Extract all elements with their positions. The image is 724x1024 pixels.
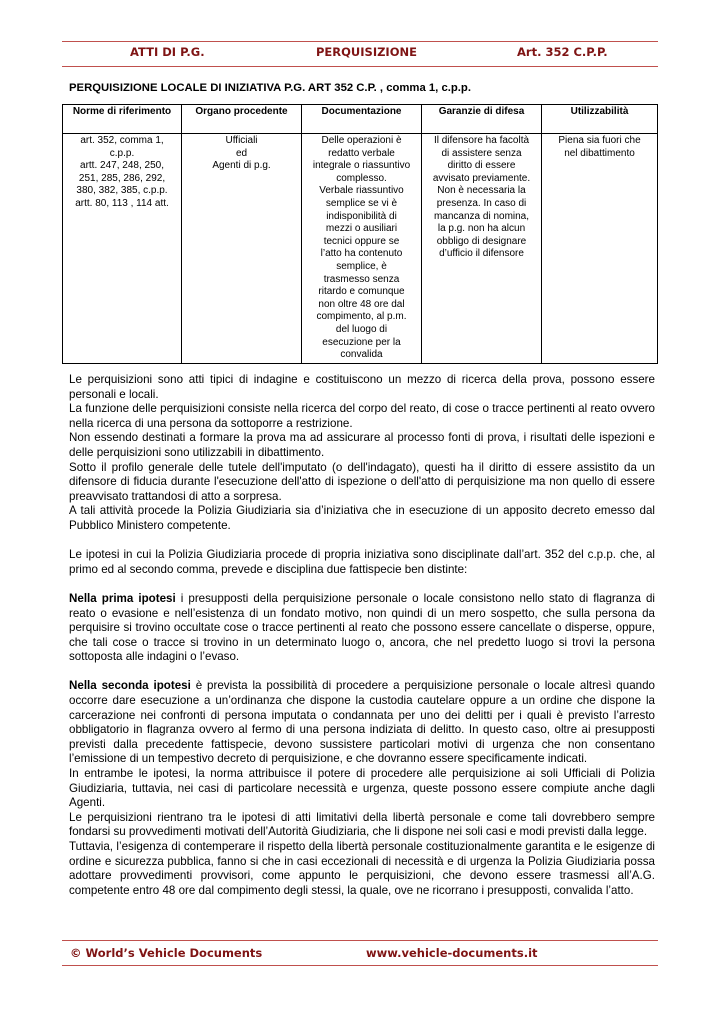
body-text [69,373,655,898]
column-header-garanzie: Garanzie di difesa [422,105,542,134]
document-title: PERQUISIZIONE LOCALE DI INIZIATIVA P.G. ART 352 C.P. , comma 1, c.p.p. [69,82,471,94]
paragraph: Le ipotesi in cui la Polizia Giudiziaria procede di propria iniziativa sono disciplinate dall’art. 352 del c.p.p. che, al primo ed al secondo comma, prevede e disciplina due fattispecie ben distinte: [69,548,655,576]
paragraph: In entrambe le ipotesi, la norma attribuisce il potere di procedere alle perquisizione ai soli Ufficiali di Polizia Giudiziaria, tuttavia, nei casi di particolare necessità e urgenza, queste possono essere compiute anche dagli Agenti. [69,767,655,810]
header-section: ATTI DI P.G. [130,45,205,59]
spacer [69,665,655,680]
column-header-organo: Organo procedente [182,105,302,134]
spacer [69,577,655,592]
footer-website: www.vehicle-documents.it [366,946,538,960]
paragraph-lead: Nella prima ipotesi [69,591,176,605]
paragraph: Le perquisizioni rientrano tra le ipotesi di atti limitativi della libertà personale e come tali dovrebbero sempre fondarsi su provvedimenti motivati dell’Autorità Giudiziaria, che li dispone nei soli casi e modi previsti dalla legge. [69,810,655,839]
paragraph-text: i presupposti della perquisizione personale o locale consistono nello stato di flagranza di reato o evasione e nell’esistenza di un fondato motivo, non quindi di un mero sospetto, che sulla persona da perquisire si trovino occultate cose o tracce pertinenti al reato che possono essere cancellate o disperse, oppure, che tali cose o tracce si trovino in un determinato luogo o, ancora, che nel predetto luogo si trovi la persona sottoposta alle indagini o l’evaso. [69,591,655,664]
paragraph-lead: Nella seconda ipotesi [69,679,191,693]
cell-utilizzabilita: Piena sia fuori che nel dibattimento [542,134,658,364]
cell-organo: Ufficiali ed Agenti di p.g. [182,134,302,364]
column-header-documentazione: Documentazione [302,105,422,134]
header-topic: PERQUISIZIONE [316,45,417,59]
paragraph: A tali attività procede la Polizia Giudiziaria sia d’iniziativa che in esecuzione di un apposito decreto emesso dal Pubblico Ministero competente. [69,504,655,532]
footer-copyright: © World’s Vehicle Documents [70,946,263,960]
cell-garanzie: Il difensore ha facoltà di assistere senza diritto di essere avvisato previamente. Non è necessaria la presenza. In caso di mancanza di nomina, la p.g. non ha alcun obbligo di designare d’ufficio il difensore [422,134,542,364]
page-header [62,41,658,67]
page-footer [62,940,658,966]
header-article: Art. 352 C.P.P. [517,45,608,59]
table-row [63,134,658,364]
column-header-norme: Norme di riferimento [63,105,182,134]
cell-documentazione: Delle operazioni è redatto verbale integrale o riassuntivo complesso. Verbale riassuntivo semplice se vi è indisponibilità di mezzi o ausiliari tecnici oppure se l’atto ha contenuto semplice, è trasmesso senza ritardo e comunque non oltre 48 ore dal compimento, al p.m. del luogo di esecuzione per la convalida [302,134,422,364]
summary-table [62,104,658,364]
table-header-row [63,105,658,134]
paragraph: Sotto il profilo generale delle tutele dell'imputato (o dell'indagato), questi ha il diritto di essere assistito da un difensore di fiducia durante l'esecuzione dell'atto di ispezione o dell'atto di perquisizione ma non quello di essere preavvisato trattandosi di atto a sorpresa. [69,460,655,503]
paragraph: La funzione delle perquisizioni consiste nella ricerca del corpo del reato, di cose o tracce pertinenti al reato ovvero nella ricerca di una persona da sottoporre a restrizione. [69,402,655,430]
paragraph: Non essendo destinati a formare la prova ma ad assicurare al processo fonti di prova, i risultati delle ispezioni e delle perquisizioni sono utilizzabili in dibattimento. [69,431,655,459]
paragraph-seconda-ipotesi [69,679,655,767]
column-header-utilizzabilita: Utilizzabilità [542,105,658,134]
cell-norme: art. 352, comma 1, c.p.p. artt. 247, 248, 250, 251, 285, 286, 292, 380, 382, 385, c.p.p. artt. 80, 113 , 114 att. [63,134,182,364]
paragraph-prima-ipotesi [69,592,655,665]
paragraph: Tuttavia, l’esigenza di contemperare il rispetto della libertà personale costituzionalmente garantita e le esigenze di ordine e sicurezza pubblica, fanno si che in casi eccezionali di necessità e di urgenza la Polizia Giudiziaria possa adottare provvedimenti provvisori, come appunto le perquisizioni, che devono essere trasmessi all’A.G. competente entro 48 ore dal compimento degli stessi, la quale, ove ne ricorrano i presupposti, convalida l’atto. [69,840,655,897]
paragraph: Le perquisizioni sono atti tipici di indagine e costituiscono un mezzo di ricerca della prova, possono essere personali e locali. [69,373,655,401]
spacer [69,534,655,549]
paragraph-text: è prevista la possibilità di procedere a perquisizione personale o locale altresì quando occorre dare esecuzione a un’ordinanza che dispone la custodia cautelare oppure a un ordine che dispone la carcerazione nei confronti di persona imputata o condannata per uno dei delitti per i quali è previsto l’arresto obbligatorio in flagranza ovvero al fermo di una persona indiziata di delitto. In questo caso, oltre ai presupposti previsti dalla precedente fattispecie, devono sussistere particolari motivi di urgenza che non consentano l’emissione di un tempestivo decreto di perquisizione, e che dovranno essere specificamente indicati. [69,679,655,766]
